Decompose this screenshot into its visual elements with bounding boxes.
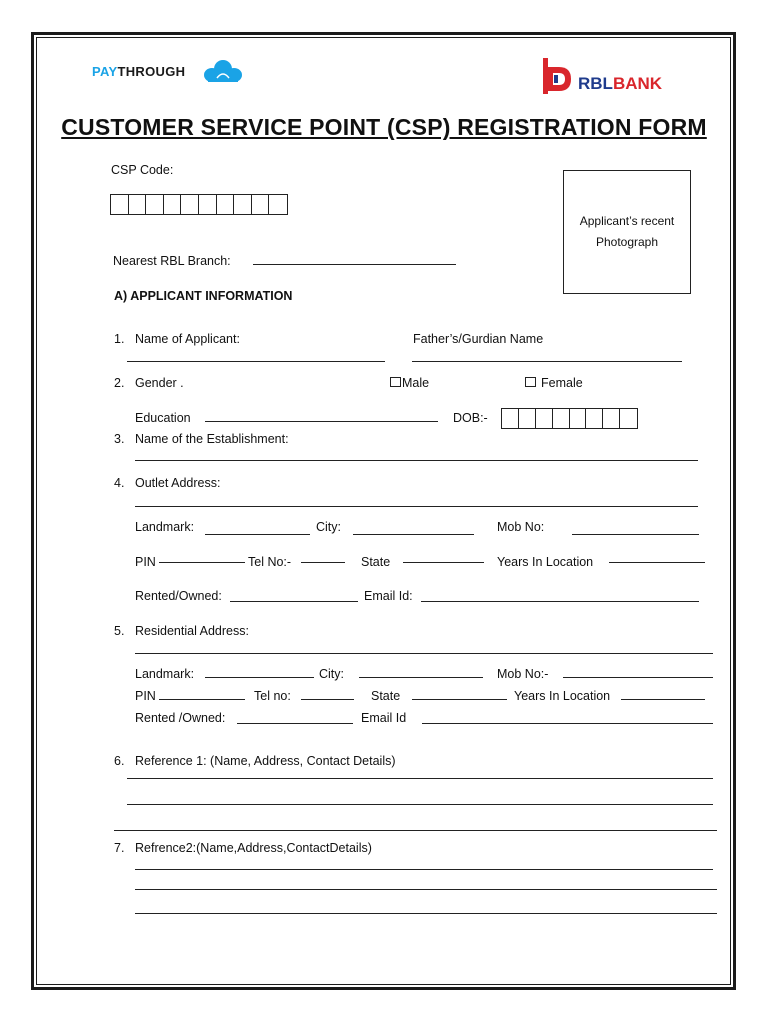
res-state-field[interactable]	[412, 699, 507, 700]
outlet-mob-label: Mob No:	[497, 520, 545, 534]
section-a-heading: A) APPLICANT INFORMATION	[114, 289, 293, 303]
q4-number: 4.	[114, 476, 125, 490]
outlet-address-field[interactable]	[135, 506, 698, 507]
reference1-field-line3[interactable]	[114, 830, 717, 831]
res-pin-field[interactable]	[159, 699, 245, 700]
nearest-branch-field[interactable]	[253, 264, 456, 265]
res-state-label: State	[371, 689, 401, 703]
dob-boxes[interactable]	[501, 408, 638, 429]
education-label: Education	[135, 411, 191, 425]
reference2-label: Refrence2:(Name,Address,ContactDetails)	[135, 841, 372, 855]
father-name-field[interactable]	[412, 361, 682, 362]
outlet-pin-label: PIN	[135, 555, 156, 569]
res-pin-label: PIN	[135, 689, 156, 703]
reference2-field-line3[interactable]	[135, 913, 717, 914]
photo-box-label: Applicant’s recent Photograph	[579, 214, 675, 249]
res-email-field[interactable]	[422, 723, 713, 724]
outlet-state-label: State	[361, 555, 391, 569]
applicant-name-field[interactable]	[127, 361, 385, 362]
res-tel-label: Tel no:	[254, 689, 291, 703]
outlet-tel-label: Tel No:-	[248, 555, 292, 569]
rbl-bank-logo-mark	[541, 58, 575, 94]
residential-address-field[interactable]	[135, 653, 713, 654]
cloud-icon	[202, 58, 244, 84]
csp-code-boxes[interactable]	[110, 194, 288, 215]
outlet-email-label: Email Id:	[364, 589, 413, 603]
q2-number: 2.	[114, 376, 125, 390]
rbl-logo-text-b: BANK	[612, 74, 663, 93]
reference1-field-line1[interactable]	[127, 778, 713, 779]
paythrough-logo-text-a: PAY	[92, 64, 118, 79]
outlet-state-field[interactable]	[403, 562, 484, 563]
q5-number: 5.	[114, 624, 125, 638]
res-years-field[interactable]	[621, 699, 705, 700]
applicant-name-label: Name of Applicant:	[135, 332, 240, 346]
female-label: Female	[541, 376, 583, 390]
reference2-field-line1[interactable]	[135, 869, 713, 870]
outlet-years-label: Years In Location	[497, 555, 594, 569]
outlet-rented-label: Rented/Owned:	[135, 589, 222, 603]
paythrough-logo	[92, 64, 185, 79]
female-checkbox[interactable]	[525, 377, 536, 387]
photo-box[interactable]	[563, 170, 691, 294]
dob-label: DOB:-	[453, 411, 488, 425]
res-mob-field[interactable]	[563, 677, 713, 678]
establishment-field[interactable]	[135, 460, 698, 461]
establishment-label: Name of the Establishment:	[135, 432, 289, 446]
reference2-field-line2[interactable]	[135, 889, 717, 890]
res-city-label: City:	[319, 667, 344, 681]
rbl-logo-text-a: RBL	[578, 74, 613, 93]
education-field[interactable]	[205, 421, 438, 422]
residential-address-label: Residential Address:	[135, 624, 249, 638]
form-title: CUSTOMER SERVICE POINT (CSP) REGISTRATION FORM	[61, 114, 707, 140]
res-rented-label: Rented /Owned:	[135, 711, 226, 725]
nearest-branch-label: Nearest RBL Branch:	[113, 254, 231, 268]
q7-number: 7.	[114, 841, 125, 855]
res-city-field[interactable]	[359, 677, 483, 678]
res-years-label: Years In Location	[514, 689, 611, 703]
outlet-email-field[interactable]	[421, 601, 699, 602]
male-checkbox[interactable]	[390, 377, 401, 387]
q6-number: 6.	[114, 754, 125, 768]
outlet-years-field[interactable]	[609, 562, 705, 563]
q3-number: 3.	[114, 432, 125, 446]
outlet-city-label: City:	[316, 520, 341, 534]
reference1-field-line2[interactable]	[127, 804, 713, 805]
res-email-label: Email Id	[361, 711, 407, 725]
res-landmark-field[interactable]	[205, 677, 314, 678]
csp-code-label: CSP Code:	[111, 163, 174, 177]
res-rented-field[interactable]	[237, 723, 353, 724]
res-mob-label: Mob No:-	[497, 667, 549, 681]
outlet-city-field[interactable]	[353, 534, 474, 535]
male-label: Male	[402, 376, 430, 390]
paythrough-logo-text-b: THROUGH	[117, 64, 186, 79]
outlet-address-label: Outlet Address:	[135, 476, 221, 490]
outlet-mob-field[interactable]	[572, 534, 699, 535]
rbl-bank-logo	[578, 74, 662, 94]
res-landmark-label: Landmark:	[135, 667, 195, 681]
outlet-pin-field[interactable]	[159, 562, 245, 563]
q1-number: 1.	[114, 332, 125, 346]
outlet-rented-field[interactable]	[230, 601, 358, 602]
reference1-label: Reference 1: (Name, Address, Contact Details)	[135, 754, 396, 768]
outlet-landmark-field[interactable]	[205, 534, 310, 535]
gender-label: Gender .	[135, 376, 184, 390]
outlet-tel-field[interactable]	[301, 562, 345, 563]
res-tel-field[interactable]	[301, 699, 354, 700]
father-name-label: Father’s/Gurdian Name	[413, 332, 544, 346]
outlet-landmark-label: Landmark:	[135, 520, 195, 534]
